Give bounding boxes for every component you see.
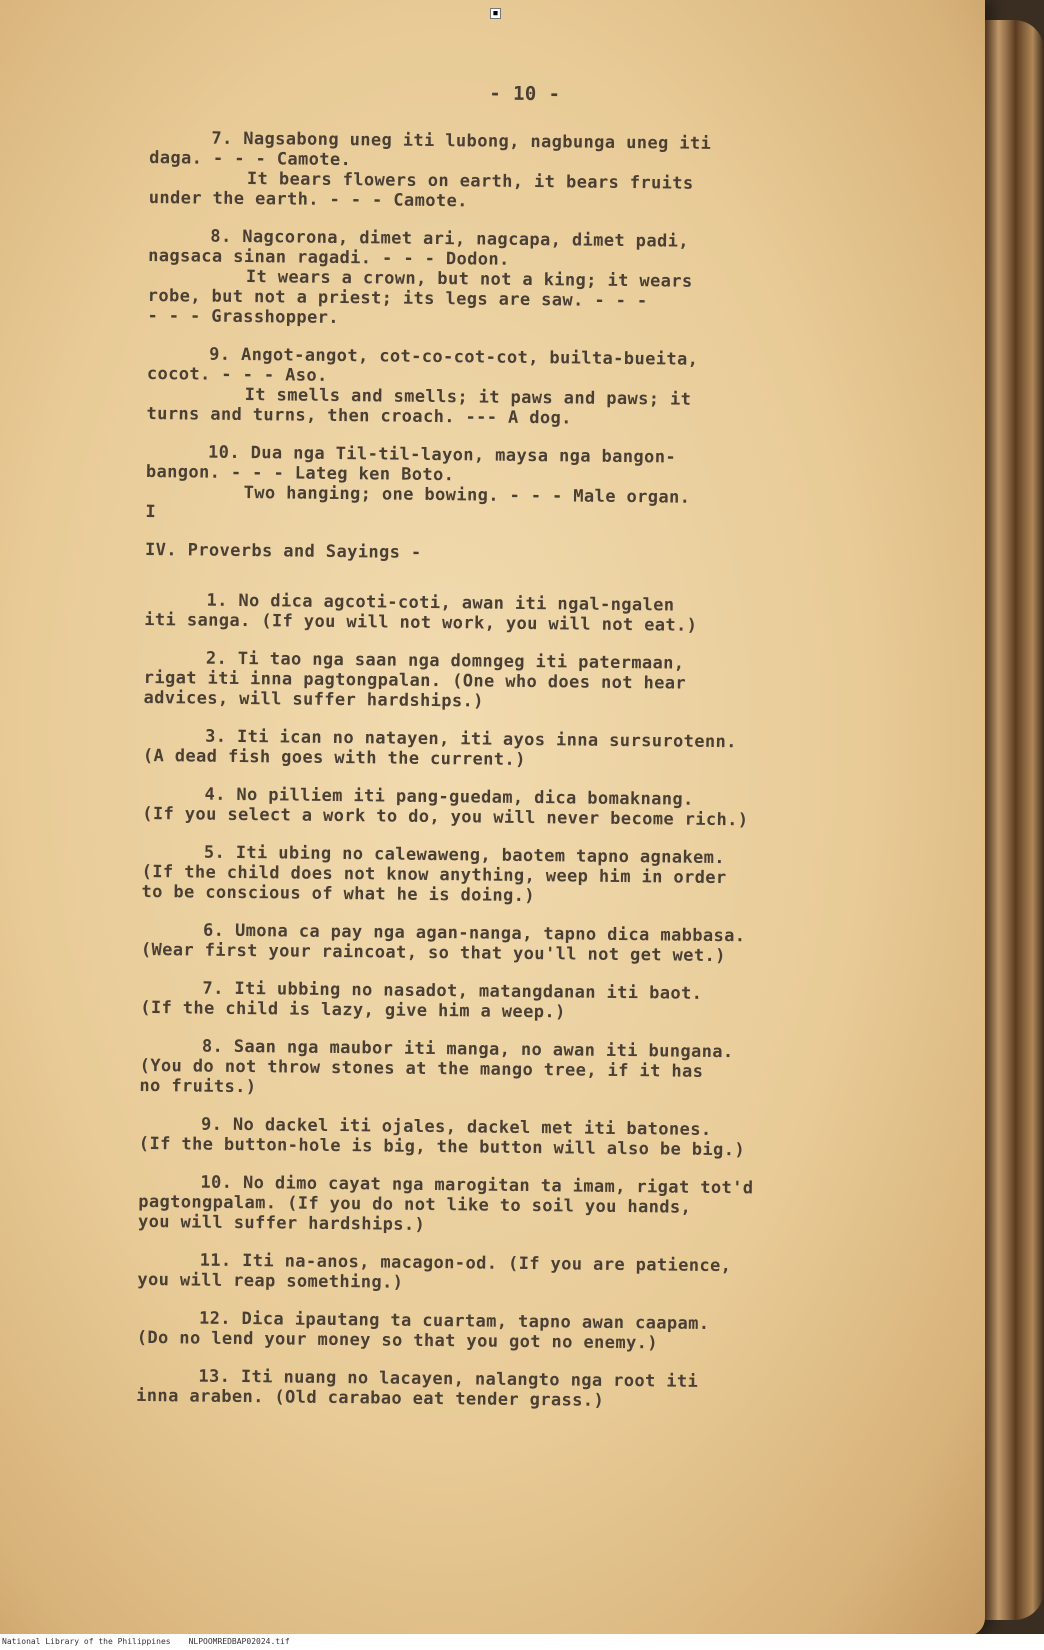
proverb-line: (You do not throw stones at the mango tree, if it has xyxy=(139,1055,704,1082)
section-heading: IV. Proverbs and Sayings - xyxy=(144,539,422,563)
proverb-line: pagtongpalam. (If you do not like to soil you hands, xyxy=(138,1191,692,1218)
riddle-line: 8. Nagcorona, dimet ari, nagcapa, dimet padi, xyxy=(210,226,690,252)
scan-footer xyxy=(0,1634,1044,1650)
riddle-8 xyxy=(147,226,858,333)
proverb-line: 9. No dackel iti ojales, dackel met iti batones. xyxy=(200,1114,712,1140)
proverb-line: (Wear first your raincoat, so that you'll not get wet.) xyxy=(140,939,726,967)
proverb-line: (If you select a work to do, you will never become rich.) xyxy=(142,803,749,831)
riddle-10 xyxy=(145,442,856,529)
riddle-translation-line: turns and turns, then croach. --- A dog. xyxy=(146,403,572,429)
proverb-line: 2. Ti tao nga saan nga domngeg iti patermaan, xyxy=(205,648,685,674)
proverb-line: inna araben. (Old carabao eat tender grass.) xyxy=(136,1385,605,1411)
riddle-translation-line: Two hanging; one bowing. - - - Male organ. xyxy=(243,483,691,508)
proverb-line: (A dead fish goes with the current.) xyxy=(142,745,526,770)
page-number: - 10 - xyxy=(489,82,561,106)
riddle-translation-line: robe, but not a priest; its legs are saw. - - - xyxy=(147,285,648,312)
proverb-line: no fruits.) xyxy=(139,1075,257,1098)
stray-mark: I xyxy=(145,501,157,523)
riddle-line: 7. Nagsabong uneg iti lubong, nagbunga uneg iti xyxy=(211,128,712,154)
proverb-line: (If the child does not know anything, weep him in order xyxy=(141,861,727,889)
proverb-3 xyxy=(143,726,853,773)
riddle-translation-line: It smells and smells; it paws and paws; it xyxy=(244,385,692,410)
proverb-line: 8. Saan nga maubor iti manga, no awan iti bungana. xyxy=(201,1036,734,1063)
riddle-line: cocot. - - - Aso. xyxy=(146,363,328,386)
proverb-11 xyxy=(137,1250,847,1297)
proverb-line: 3. Iti ican no natayen, iti ayos inna sursurotenn. xyxy=(205,726,737,753)
proverbs-list xyxy=(136,590,855,1413)
proverb-9 xyxy=(139,1114,849,1161)
riddle-translation-line: - - - Grasshopper. xyxy=(147,305,340,328)
proverb-line: 1. No dica agcoti-coti, awan iti ngal-ngalen xyxy=(206,590,675,616)
proverb-line: advices, will suffer hardships.) xyxy=(143,687,484,712)
riddles-list xyxy=(145,128,859,529)
proverb-line: 4. No pilliem iti pang-guedam, dica bomaknang. xyxy=(204,784,694,810)
proverb-6 xyxy=(141,920,851,967)
proverb-12 xyxy=(137,1308,847,1355)
proverb-5 xyxy=(141,842,852,909)
proverb-line: 7. Iti ubbing no nasadot, matangdanan iti baot. xyxy=(202,978,703,1004)
page-content xyxy=(136,80,860,1431)
proverb-line: (Do no lend your money so that you got no enemy.) xyxy=(136,1327,659,1354)
riddle-line: 10. Dua nga Til-til-layon, maysa nga bangon- xyxy=(207,442,677,468)
riddle-line: 9. Angot-angot, cot-co-cot-cot, builta-bueita, xyxy=(209,344,699,370)
proverb-line: rigat iti inna pagtongpalan. (One who does not hear xyxy=(143,667,687,694)
proverb-13 xyxy=(136,1366,846,1413)
proverb-line: 5. Iti ubing no calewaweng, baotem tapno agnakem. xyxy=(203,842,726,869)
proverb-line: 11. Iti na-anos, macagon-od. (If you are patience, xyxy=(199,1250,732,1277)
riddle-translation-line: under the earth. - - - Camote. xyxy=(148,187,468,212)
proverb-line: 13. Iti nuang no lacayen, nalangto nga root iti xyxy=(198,1366,699,1392)
riddle-9 xyxy=(146,344,857,431)
proverb-2 xyxy=(143,648,854,715)
proverb-line: you will suffer hardships.) xyxy=(137,1211,426,1235)
riddle-translation-line: It wears a crown, but not a king; it wears xyxy=(245,267,693,292)
proverb-line: (If the child is lazy, give him a weep.) xyxy=(140,997,566,1023)
proverb-line: to be conscious of what he is doing.) xyxy=(141,881,536,907)
riddle-translation-line: It bears flowers on earth, it bears fruits xyxy=(246,169,694,194)
proverb-8 xyxy=(139,1036,850,1103)
riddle-line: bangon. - - - Lateg ken Boto. xyxy=(145,461,455,486)
riddle-line: daga. - - - Camote. xyxy=(149,147,352,171)
scan-marker-icon: ■ xyxy=(490,8,501,19)
proverb-line: 6. Umona ca pay nga agan-nanga, tapno dica mabbasa. xyxy=(202,920,746,947)
proverb-line: iti sanga. (If you will not work, you will not eat.) xyxy=(144,609,698,636)
proverb-line: (If the button-hole is big, the button will also be big.) xyxy=(138,1133,746,1161)
proverb-line: 10. No dimo cayat nga marogitan ta imam, rigat tot'd xyxy=(200,1172,754,1199)
proverb-line: you will reap something.) xyxy=(137,1269,404,1293)
proverb-7 xyxy=(140,978,850,1025)
proverb-4 xyxy=(142,784,852,831)
proverb-1 xyxy=(144,590,854,637)
proverb-10 xyxy=(138,1172,849,1239)
proverb-line: 12. Dica ipautang ta cuartam, tapno awan caapam. xyxy=(198,1308,710,1334)
riddle-7 xyxy=(149,128,860,215)
library-credit: National Library of the Philippines xyxy=(2,1637,171,1646)
file-name: NLPOOMREDBAP02024.tif xyxy=(188,1637,290,1646)
riddle-line: nagsaca sinan ragadi. - - - Dodon. xyxy=(148,245,510,270)
